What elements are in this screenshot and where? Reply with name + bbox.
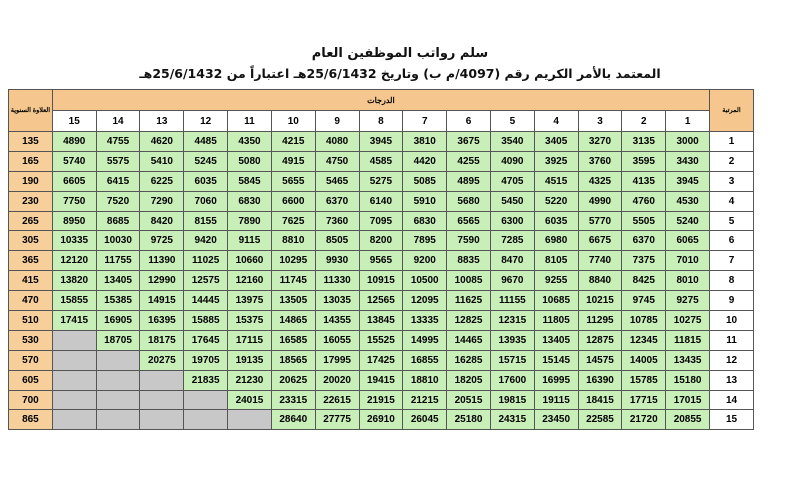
- rank-cell: 10: [710, 311, 754, 331]
- salary-cell: 10295: [271, 251, 315, 271]
- empty-cell: [96, 390, 140, 410]
- salary-cell: 3595: [622, 151, 666, 171]
- rank-cell: 5: [710, 211, 754, 231]
- salary-cell: 3135: [622, 132, 666, 152]
- salary-cell: 6830: [228, 191, 272, 211]
- salary-cell: 13435: [666, 350, 710, 370]
- salary-cell: 26910: [359, 410, 403, 430]
- salary-cell: 27775: [315, 410, 359, 430]
- salary-cell: 16855: [403, 350, 447, 370]
- salary-cell: 4750: [315, 151, 359, 171]
- grade-header-cell: 15: [52, 111, 96, 132]
- salary-cell: 13820: [52, 271, 96, 291]
- salary-cell: 6565: [447, 211, 491, 231]
- rank-cell: 14: [710, 390, 754, 410]
- allowance-cell: 530: [9, 330, 53, 350]
- salary-cell: 15375: [228, 311, 272, 331]
- salary-cell: 5220: [534, 191, 578, 211]
- salary-cell: 3760: [578, 151, 622, 171]
- salary-cell: 7290: [140, 191, 184, 211]
- salary-cell: 19705: [184, 350, 228, 370]
- salary-cell: 9745: [622, 291, 666, 311]
- allowance-cell: 415: [9, 271, 53, 291]
- allowance-cell: 700: [9, 390, 53, 410]
- salary-cell: 21835: [184, 370, 228, 390]
- salary-cell: 9420: [184, 231, 228, 251]
- salary-cell: 20855: [666, 410, 710, 430]
- salary-cell: 15715: [490, 350, 534, 370]
- salary-cell: 19135: [228, 350, 272, 370]
- salary-cell: 4325: [578, 171, 622, 191]
- table-row: [9, 390, 754, 410]
- empty-cell: [52, 390, 96, 410]
- empty-cell: [184, 390, 228, 410]
- salary-cell: 10785: [622, 311, 666, 331]
- salary-cell: 23450: [534, 410, 578, 430]
- allowance-cell: 470: [9, 291, 53, 311]
- salary-cell: 5655: [271, 171, 315, 191]
- grade-header-cell: 10: [271, 111, 315, 132]
- salary-cell: 4620: [140, 132, 184, 152]
- salary-cell: 6415: [96, 171, 140, 191]
- grade-header-cell: 13: [140, 111, 184, 132]
- salary-cell: 4420: [403, 151, 447, 171]
- salary-cell: 21230: [228, 370, 272, 390]
- salary-cell: 4515: [534, 171, 578, 191]
- salary-cell: 19815: [490, 390, 534, 410]
- salary-cell: 25180: [447, 410, 491, 430]
- table-row: [9, 171, 754, 191]
- salary-cell: 8840: [578, 271, 622, 291]
- salary-cell: 7375: [622, 251, 666, 271]
- salary-cell: 15180: [666, 370, 710, 390]
- salary-cell: 19415: [359, 370, 403, 390]
- salary-cell: 14465: [447, 330, 491, 350]
- salary-cell: 6370: [315, 191, 359, 211]
- rank-cell: 11: [710, 330, 754, 350]
- salary-cell: 11330: [315, 271, 359, 291]
- table-row: [9, 211, 754, 231]
- salary-cell: 9200: [403, 251, 447, 271]
- salary-cell: 6600: [271, 191, 315, 211]
- salary-cell: 4255: [447, 151, 491, 171]
- salary-cell: 8950: [52, 211, 96, 231]
- salary-cell: 7010: [666, 251, 710, 271]
- salary-cell: 17995: [315, 350, 359, 370]
- salary-cell: 11745: [271, 271, 315, 291]
- salary-cell: 16395: [140, 311, 184, 331]
- salary-cell: 5410: [140, 151, 184, 171]
- salary-cell: 18205: [447, 370, 491, 390]
- salary-cell: 5575: [96, 151, 140, 171]
- rank-column-header: المرتبة: [710, 90, 754, 132]
- grade-header-cell: 9: [315, 111, 359, 132]
- empty-cell: [52, 410, 96, 430]
- salary-cell: 17115: [228, 330, 272, 350]
- salary-cell: 7625: [271, 211, 315, 231]
- salary-cell: 24015: [228, 390, 272, 410]
- table-row: [9, 132, 754, 152]
- salary-cell: 5240: [666, 211, 710, 231]
- salary-cell: 16390: [578, 370, 622, 390]
- allowance-cell: 305: [9, 231, 53, 251]
- salary-cell: 4890: [52, 132, 96, 152]
- grade-header-cell: 7: [403, 111, 447, 132]
- salary-cell: 6035: [534, 211, 578, 231]
- salary-cell: 12095: [403, 291, 447, 311]
- allowance-cell: 570: [9, 350, 53, 370]
- grade-header-cell: 2: [622, 111, 666, 132]
- salary-cell: 6140: [359, 191, 403, 211]
- salary-cell: 17600: [490, 370, 534, 390]
- salary-cell: 5275: [359, 171, 403, 191]
- grade-header-cell: 4: [534, 111, 578, 132]
- salary-cell: 13975: [228, 291, 272, 311]
- salary-cell: 20275: [140, 350, 184, 370]
- salary-cell: 9275: [666, 291, 710, 311]
- rank-cell: 12: [710, 350, 754, 370]
- empty-cell: [52, 350, 96, 370]
- salary-cell: 24315: [490, 410, 534, 430]
- salary-cell: 8810: [271, 231, 315, 251]
- salary-cell: 3675: [447, 132, 491, 152]
- salary-cell: 10915: [359, 271, 403, 291]
- salary-cell: 15385: [96, 291, 140, 311]
- salary-cell: 6300: [490, 211, 534, 231]
- salary-cell: 10500: [403, 271, 447, 291]
- salary-cell: 6035: [184, 171, 228, 191]
- salary-cell: 18565: [271, 350, 315, 370]
- salary-cell: 11295: [578, 311, 622, 331]
- salary-cell: 7520: [96, 191, 140, 211]
- salary-cell: 3945: [359, 132, 403, 152]
- salary-cell: 11025: [184, 251, 228, 271]
- salary-cell: 7285: [490, 231, 534, 251]
- salary-cell: 8200: [359, 231, 403, 251]
- salary-cell: 12345: [622, 330, 666, 350]
- table-row: [9, 370, 754, 390]
- table-row: [9, 330, 754, 350]
- rank-cell: 1: [710, 132, 754, 152]
- salary-cell: 10215: [578, 291, 622, 311]
- rank-cell: 6: [710, 231, 754, 251]
- salary-cell: 6225: [140, 171, 184, 191]
- grade-header-cell: 3: [578, 111, 622, 132]
- salary-cell: 17015: [666, 390, 710, 410]
- rank-cell: 2: [710, 151, 754, 171]
- salary-cell: 9255: [534, 271, 578, 291]
- salary-cell: 14575: [578, 350, 622, 370]
- salary-cell: 8420: [140, 211, 184, 231]
- allowance-cell: 865: [9, 410, 53, 430]
- salary-cell: 3810: [403, 132, 447, 152]
- table-row: [9, 271, 754, 291]
- salary-cell: 20515: [447, 390, 491, 410]
- salary-cell: 6605: [52, 171, 96, 191]
- salary-cell: 11625: [447, 291, 491, 311]
- salary-cell: 3000: [666, 132, 710, 152]
- salary-cell: 14915: [140, 291, 184, 311]
- salary-cell: 10335: [52, 231, 96, 251]
- table-row: [9, 191, 754, 211]
- salary-cell: 7095: [359, 211, 403, 231]
- salary-cell: 14995: [403, 330, 447, 350]
- salary-cell: 3430: [666, 151, 710, 171]
- salary-cell: 6370: [622, 231, 666, 251]
- salary-cell: 15785: [622, 370, 666, 390]
- salary-cell: 7895: [403, 231, 447, 251]
- salary-cell: 11390: [140, 251, 184, 271]
- table-row: [9, 291, 754, 311]
- header-row-degrees: [9, 90, 754, 111]
- grade-header-cell: 11: [228, 111, 272, 132]
- salary-cell: 11805: [534, 311, 578, 331]
- page-header: [0, 44, 800, 84]
- salary-cell: 22615: [315, 390, 359, 410]
- salary-cell: 5085: [403, 171, 447, 191]
- rank-cell: 3: [710, 171, 754, 191]
- salary-cell: 21915: [359, 390, 403, 410]
- salary-cell: 7590: [447, 231, 491, 251]
- salary-cell: 13405: [96, 271, 140, 291]
- empty-cell: [184, 410, 228, 430]
- salary-cell: 14005: [622, 350, 666, 370]
- salary-cell: 8685: [96, 211, 140, 231]
- grade-header-cell: 14: [96, 111, 140, 132]
- salary-cell: 4350: [228, 132, 272, 152]
- grade-header-cell: 8: [359, 111, 403, 132]
- grade-header-cell: 1: [666, 111, 710, 132]
- salary-cell: 12315: [490, 311, 534, 331]
- salary-cell: 5770: [578, 211, 622, 231]
- salary-cell: 13335: [403, 311, 447, 331]
- salary-cell: 9115: [228, 231, 272, 251]
- allowance-cell: 230: [9, 191, 53, 211]
- salary-cell: 10660: [228, 251, 272, 271]
- salary-cell: 14355: [315, 311, 359, 331]
- salary-cell: 20625: [271, 370, 315, 390]
- salary-cell: 8155: [184, 211, 228, 231]
- salary-cell: 4990: [578, 191, 622, 211]
- salary-cell: 19115: [534, 390, 578, 410]
- salary-cell: 7740: [578, 251, 622, 271]
- salary-cell: 13405: [534, 330, 578, 350]
- table-row: [9, 251, 754, 271]
- salary-cell: 5505: [622, 211, 666, 231]
- salary-cell: 5910: [403, 191, 447, 211]
- salary-cell: 5450: [490, 191, 534, 211]
- salary-cell: 3540: [490, 132, 534, 152]
- salary-cell: 12575: [184, 271, 228, 291]
- salary-cell: 26045: [403, 410, 447, 430]
- table-row: [9, 410, 754, 430]
- salary-cell: 8505: [315, 231, 359, 251]
- allowance-cell: 365: [9, 251, 53, 271]
- salary-cell: 4215: [271, 132, 315, 152]
- salary-cell: 10085: [447, 271, 491, 291]
- empty-cell: [96, 410, 140, 430]
- salary-cell: 7060: [184, 191, 228, 211]
- salary-cell: 4760: [622, 191, 666, 211]
- salary-cell: 4705: [490, 171, 534, 191]
- allowance-cell: 605: [9, 370, 53, 390]
- grade-header-cell: 12: [184, 111, 228, 132]
- salary-cell: 13505: [271, 291, 315, 311]
- salary-cell: 4080: [315, 132, 359, 152]
- salary-cell: 8010: [666, 271, 710, 291]
- salary-cell: 6065: [666, 231, 710, 251]
- salary-cell: 28640: [271, 410, 315, 430]
- rank-cell: 9: [710, 291, 754, 311]
- rank-cell: 4: [710, 191, 754, 211]
- empty-cell: [52, 330, 96, 350]
- page-subtitle: المعتمد بالأمر الكريم رقم (4097/م ب) وتاريخ 25/6/1432هـ اعتباراً من 25/6/1432هـ: [139, 66, 661, 81]
- salary-cell: 12160: [228, 271, 272, 291]
- salary-cell: 21720: [622, 410, 666, 430]
- salary-cell: 4090: [490, 151, 534, 171]
- allowance-cell: 135: [9, 132, 53, 152]
- salary-cell: 3925: [534, 151, 578, 171]
- salary-cell: 9670: [490, 271, 534, 291]
- salary-cell: 6980: [534, 231, 578, 251]
- salary-cell: 5845: [228, 171, 272, 191]
- salary-cell: 10030: [96, 231, 140, 251]
- allowance-cell: 510: [9, 311, 53, 331]
- degrees-header: الدرجات: [52, 90, 709, 111]
- empty-cell: [96, 370, 140, 390]
- grade-header-cell: 5: [490, 111, 534, 132]
- salary-cell: 17425: [359, 350, 403, 370]
- salary-cell: 18705: [96, 330, 140, 350]
- salary-cell: 6675: [578, 231, 622, 251]
- salary-cell: 14865: [271, 311, 315, 331]
- salary-cell: 5680: [447, 191, 491, 211]
- salary-cell: 8470: [490, 251, 534, 271]
- empty-cell: [140, 410, 184, 430]
- rank-cell: 8: [710, 271, 754, 291]
- salary-cell: 23315: [271, 390, 315, 410]
- salary-cell: 12120: [52, 251, 96, 271]
- salary-cell: 16995: [534, 370, 578, 390]
- salary-cell: 5740: [52, 151, 96, 171]
- salary-cell: 12990: [140, 271, 184, 291]
- salary-cell: 18810: [403, 370, 447, 390]
- salary-cell: 18175: [140, 330, 184, 350]
- salary-cell: 3270: [578, 132, 622, 152]
- empty-cell: [52, 370, 96, 390]
- salary-cell: 10275: [666, 311, 710, 331]
- salary-cell: 7750: [52, 191, 96, 211]
- salary-cell: 8425: [622, 271, 666, 291]
- table-row: [9, 311, 754, 331]
- salary-cell: 4485: [184, 132, 228, 152]
- salary-cell: 13035: [315, 291, 359, 311]
- salary-cell: 9565: [359, 251, 403, 271]
- grade-header-row: [9, 111, 754, 132]
- salary-cell: 15145: [534, 350, 578, 370]
- salary-cell: 4530: [666, 191, 710, 211]
- salary-cell: 8835: [447, 251, 491, 271]
- allowance-cell: 165: [9, 151, 53, 171]
- rank-cell: 13: [710, 370, 754, 390]
- salary-cell: 13845: [359, 311, 403, 331]
- salary-cell: 18415: [578, 390, 622, 410]
- salary-cell: 11155: [490, 291, 534, 311]
- salary-cell: 12875: [578, 330, 622, 350]
- salary-cell: 4585: [359, 151, 403, 171]
- salary-cell: 4135: [622, 171, 666, 191]
- allowance-cell: 190: [9, 171, 53, 191]
- salary-cell: 15855: [52, 291, 96, 311]
- table-row: [9, 151, 754, 171]
- allowance-column-header: العلاوة السنوية: [9, 90, 53, 132]
- empty-cell: [228, 410, 272, 430]
- table-row: [9, 350, 754, 370]
- salary-cell: 3945: [666, 171, 710, 191]
- empty-cell: [140, 370, 184, 390]
- salary-cell: 14445: [184, 291, 228, 311]
- salary-cell: 11755: [96, 251, 140, 271]
- page-title: سلم رواتب الموظفين العام: [311, 46, 489, 61]
- salary-cell: 15525: [359, 330, 403, 350]
- salary-cell: 11815: [666, 330, 710, 350]
- salary-cell: 7360: [315, 211, 359, 231]
- salary-cell: 17645: [184, 330, 228, 350]
- salary-cell: 3405: [534, 132, 578, 152]
- grade-header-cell: 6: [447, 111, 491, 132]
- salary-cell: 16055: [315, 330, 359, 350]
- salary-cell: 5465: [315, 171, 359, 191]
- salary-cell: 10685: [534, 291, 578, 311]
- rank-cell: 15: [710, 410, 754, 430]
- salary-cell: 16285: [447, 350, 491, 370]
- table-body: [9, 132, 754, 430]
- salary-cell: 5245: [184, 151, 228, 171]
- salary-scale-table: [8, 89, 754, 430]
- salary-cell: 7890: [228, 211, 272, 231]
- salary-cell: 4895: [447, 171, 491, 191]
- salary-cell: 17415: [52, 311, 96, 331]
- salary-cell: 17715: [622, 390, 666, 410]
- salary-cell: 13935: [490, 330, 534, 350]
- salary-cell: 6830: [403, 211, 447, 231]
- salary-cell: 21215: [403, 390, 447, 410]
- salary-cell: 8105: [534, 251, 578, 271]
- salary-cell: 20020: [315, 370, 359, 390]
- salary-cell: 12825: [447, 311, 491, 331]
- allowance-cell: 265: [9, 211, 53, 231]
- salary-cell: 15885: [184, 311, 228, 331]
- table-row: [9, 231, 754, 251]
- salary-cell: 5080: [228, 151, 272, 171]
- salary-cell: 12565: [359, 291, 403, 311]
- salary-cell: 9725: [140, 231, 184, 251]
- rank-cell: 7: [710, 251, 754, 271]
- salary-cell: 4915: [271, 151, 315, 171]
- empty-cell: [140, 390, 184, 410]
- empty-cell: [96, 350, 140, 370]
- salary-cell: 4755: [96, 132, 140, 152]
- salary-cell: 16585: [271, 330, 315, 350]
- salary-cell: 9930: [315, 251, 359, 271]
- salary-cell: 16905: [96, 311, 140, 331]
- salary-cell: 22585: [578, 410, 622, 430]
